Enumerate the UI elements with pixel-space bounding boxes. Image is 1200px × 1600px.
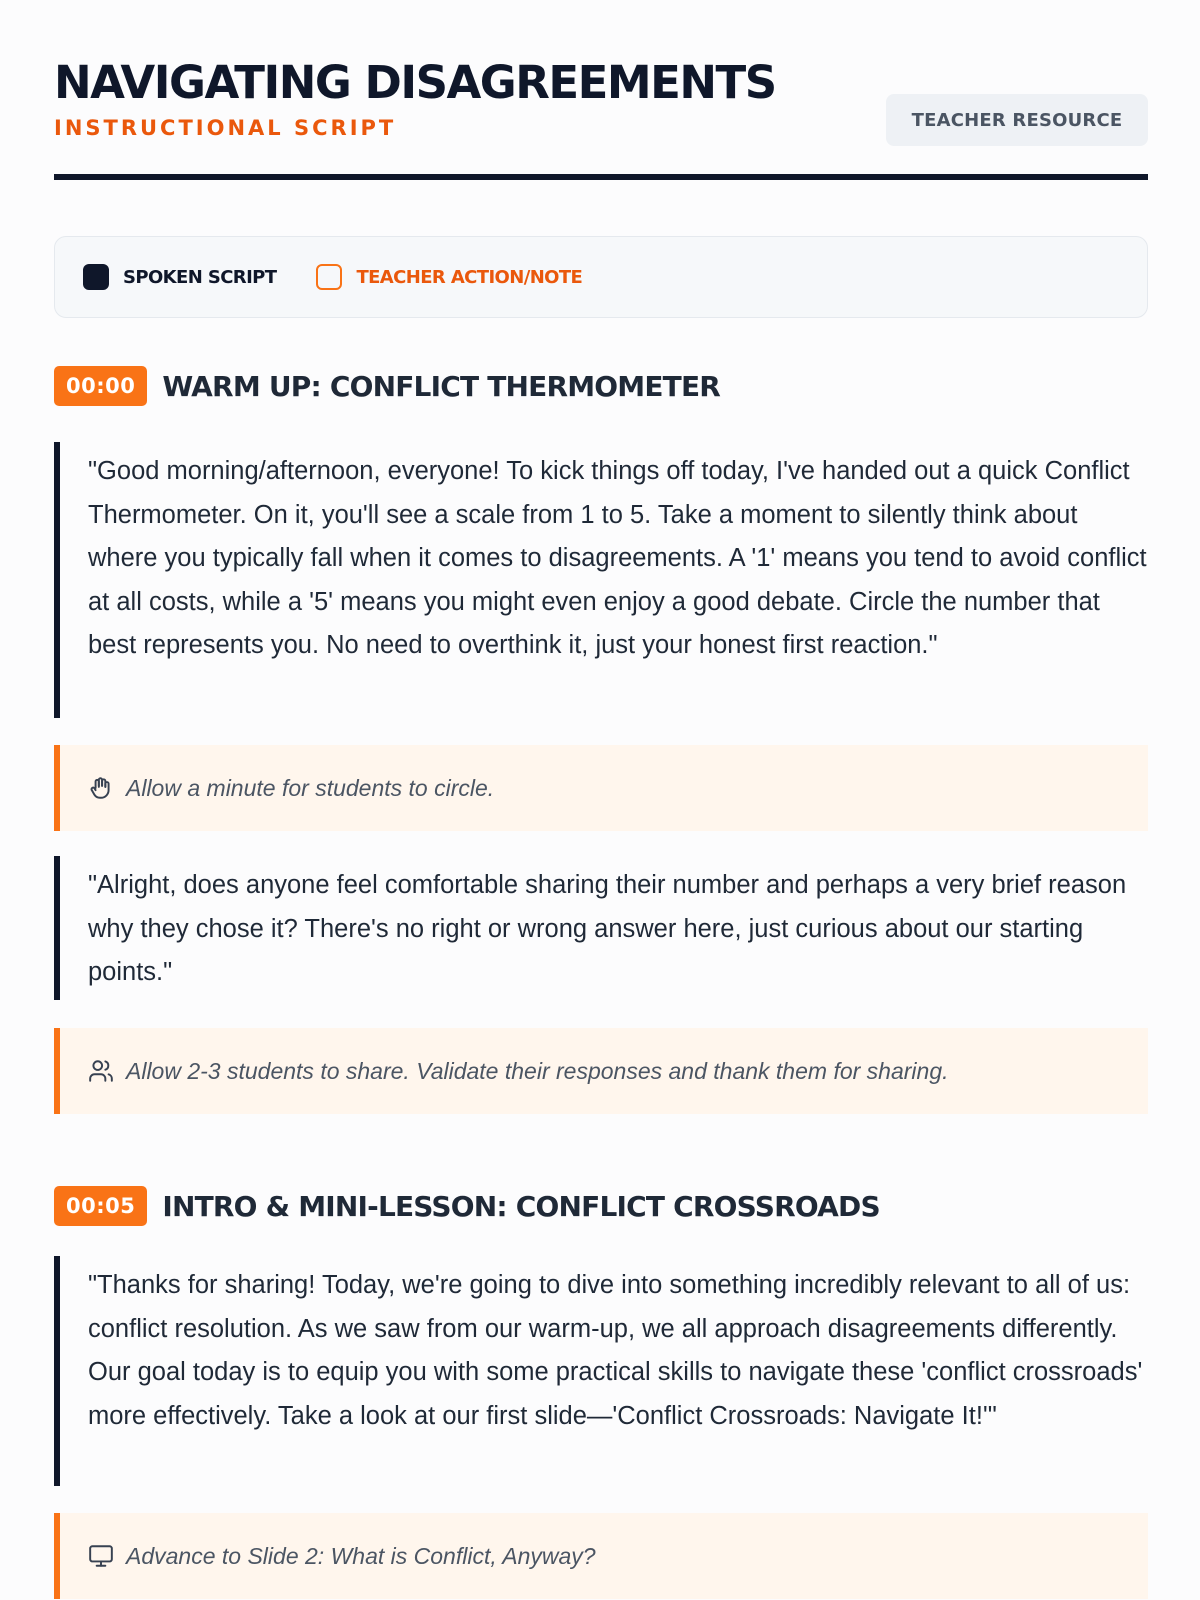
hand-icon	[88, 775, 114, 801]
legend-label-action: TEACHER ACTION/NOTE	[356, 266, 583, 288]
spoken-script-block: "Good morning/afternoon, everyone! To kick things off today, I've handed out a quick Conflict Thermometer. On it, you'll see a scale from 1 to 5. Take a moment to silently think about where you typically fall when it comes to disagreements. A '1' means you tend to avoid conflict at all costs, while a '5' means you might even enjoy a good debate. Circle the number that best represents you. No need to overthink it, just your honest first reaction."	[54, 442, 1148, 718]
spoken-script-block: "Thanks for sharing! Today, we're going to dive into something incredibly relevant to all of us: conflict resolution. As we saw from our warm-up, we all approach disagreements differently. Our goal today is to equip you with some practical skills to navigate these 'conflict crossroads' more effectively. Take a look at our first slide—'Conflict Crossroads: Navigate It!'"	[54, 1256, 1148, 1486]
time-tag: 00:05	[54, 1186, 147, 1226]
section-title: WARM UP: CONFLICT THERMOMETER	[162, 369, 721, 403]
header-divider	[54, 174, 1148, 180]
note-text: Advance to Slide 2: What is Conflict, Anyway?	[126, 1542, 596, 1569]
legend	[54, 236, 1148, 318]
legend-item-action	[316, 264, 582, 290]
header	[54, 56, 1148, 182]
users-icon	[88, 1058, 114, 1084]
legend-item-spoken	[83, 264, 276, 290]
monitor-icon	[88, 1543, 114, 1569]
note-text: Allow 2-3 students to share. Validate their responses and thank them for sharing.	[126, 1057, 949, 1084]
page-title: NAVIGATING DISAGREEMENTS	[54, 56, 776, 109]
spoken-swatch-icon	[83, 264, 109, 290]
teacher-note	[54, 1028, 1148, 1114]
note-text: Allow a minute for students to circle.	[126, 774, 495, 801]
section-title: INTRO & MINI-LESSON: CONFLICT CROSSROADS	[162, 1189, 880, 1223]
legend-label-spoken: SPOKEN SCRIPT	[123, 266, 277, 288]
section-header	[54, 1185, 880, 1227]
teacher-note	[54, 1513, 1148, 1599]
section-header	[54, 365, 720, 407]
time-tag: 00:00	[54, 366, 147, 406]
page-subtitle: INSTRUCTIONAL SCRIPT	[54, 116, 397, 140]
spoken-script-block: "Alright, does anyone feel comfortable sharing their number and perhaps a very brief reason why they chose it? There's no right or wrong answer here, just curious about our starting points."	[54, 856, 1148, 1000]
action-swatch-icon	[316, 264, 342, 290]
resource-badge: TEACHER RESOURCE	[886, 94, 1148, 146]
teacher-note	[54, 745, 1148, 831]
